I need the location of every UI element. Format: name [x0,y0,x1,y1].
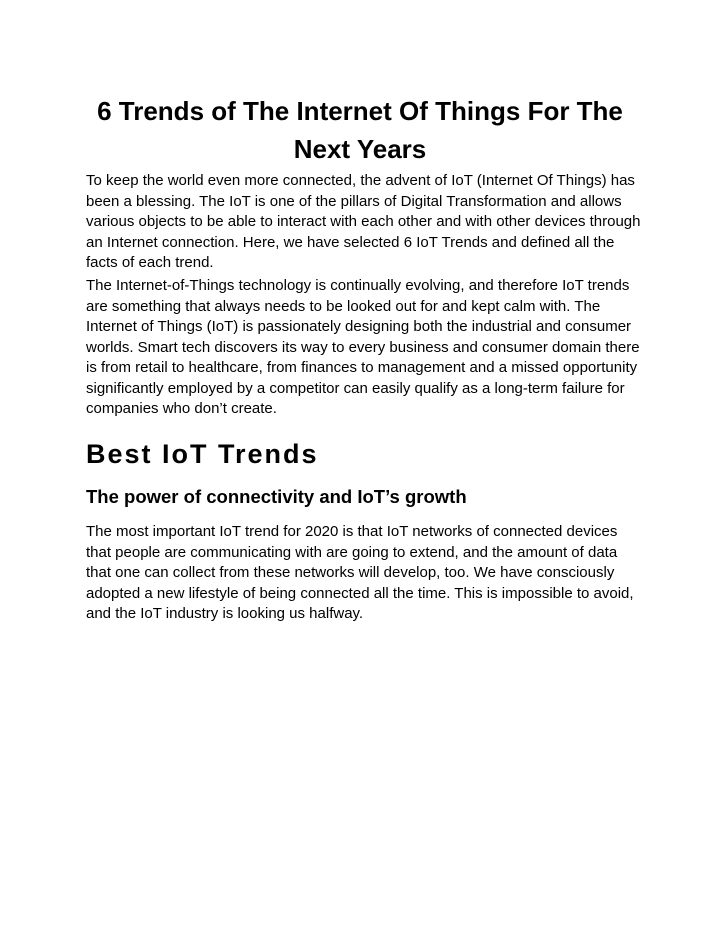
page-title: 6 Trends of The Internet Of Things For The Next Years [97,96,623,164]
section-heading: Best IoT Trends [86,439,319,469]
intro-paragraph: The Internet-of-Things technology is continually evolving, and therefore IoT trends are something that always needs to be looked out for and kept calm with. The Internet of Things (IoT) is passionately designing both the industrial and consumer worlds. Smart tech discovers its way to every business and consumer domain there is from retail to healthcare, from finances to management and a missed opportunity significantly employed by a competitor can easily qualify as a long-term failure for companies who don’t create. [86,277,640,417]
section-paragraph: The most important IoT trend for 2020 is that IoT networks of connected devices that people are communicating with are going to extend, and the amount of data that one can collect from these networks will develop, too. We have consciously adopted a new lifestyle of being connected all the time. This is impossible to avoid, and the IoT industry is looking us halfway. [86,523,634,622]
section-subheading: The power of connectivity and IoT’s growth [86,486,467,507]
intro-paragraph: To keep the world even more connected, the advent of IoT (Internet Of Things) has been a blessing. The IoT is one of the pillars of Digital Transformation and allows various objects to be able to interact with each other and with other devices through an Internet connection. Here, we have selected 6 IoT Trends and defined all the facts of each trend. [86,172,641,271]
